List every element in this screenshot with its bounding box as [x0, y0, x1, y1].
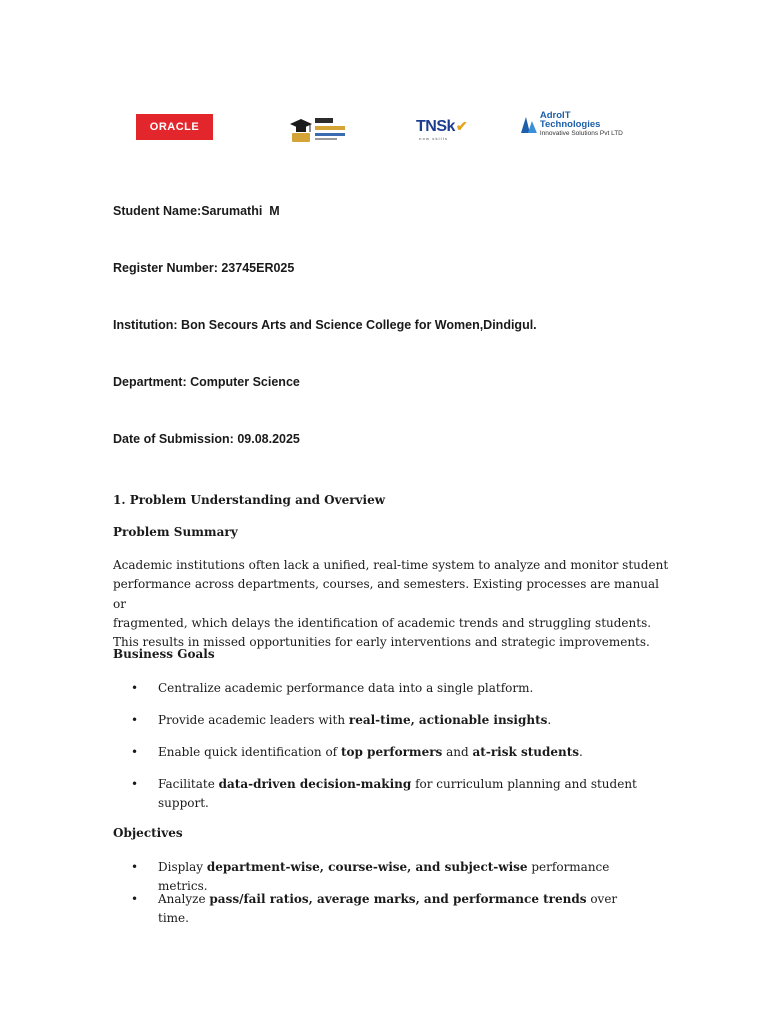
- adroit-logo: [521, 109, 633, 137]
- tnsk-tagline: now skills: [419, 136, 449, 141]
- goal-emphasis: real-time, actionable insights: [348, 713, 548, 727]
- goal-text: Provide academic leaders with: [158, 713, 349, 727]
- objective-emphasis: pass/fail ratios, average marks, and performance trends: [209, 892, 587, 906]
- goal-text: Centralize academic performance data into a single platform.: [158, 681, 534, 695]
- problem-summary-paragraph: [113, 556, 673, 652]
- naan-mudhalvan-logo: [288, 112, 350, 144]
- business-goals-heading: Business Goals: [113, 647, 215, 661]
- oracle-logo: ORACLE: [136, 114, 213, 140]
- date-of-submission: Date of Submission: 09.08.2025: [113, 432, 300, 446]
- tnsk-logo: [416, 118, 467, 142]
- goal-text: .: [579, 745, 583, 759]
- objective-text: performance metrics.: [158, 860, 610, 894]
- goal-emphasis: data-driven decision-making: [218, 777, 412, 791]
- bullet-icon: •: [131, 713, 139, 727]
- bullet-icon: •: [131, 860, 139, 874]
- objective-emphasis: department-wise, course-wise, and subject-wise: [206, 860, 528, 874]
- goal-text: .: [547, 713, 552, 727]
- summary-line: Academic institutions often lack a unified, real-time system to analyze and monitor student: [113, 558, 669, 572]
- goal-text: Enable quick identification of: [158, 745, 341, 759]
- bullet-icon: •: [131, 745, 139, 759]
- student-name: Student Name:Sarumathi M: [113, 204, 280, 218]
- bullet-icon: •: [131, 777, 139, 791]
- summary-line: performance across departments, courses, and semesters. Existing processes are manual or: [113, 577, 660, 611]
- section-heading: 1. Problem Understanding and Overview: [113, 493, 386, 507]
- adroit-name: AdroIT Technologies: [539, 109, 601, 130]
- objectives-heading: Objectives: [113, 826, 183, 840]
- goal-emphasis: at-risk students: [472, 745, 580, 759]
- summary-line: fragmented, which delays the identification of academic trends and struggling students.: [113, 615, 652, 630]
- goal-text: for curriculum planning and student: [411, 777, 637, 791]
- objective-text: Analyze: [158, 892, 210, 906]
- goal-emphasis: top performers: [340, 745, 443, 759]
- problem-summary-heading: Problem Summary: [113, 525, 238, 539]
- objective-text: Display: [158, 860, 207, 874]
- adroit-mark-icon: [521, 115, 537, 133]
- bullet-icon: •: [131, 681, 139, 695]
- checkmark-icon: ✔: [455, 118, 468, 134]
- register-number: Register Number: 23745ER025: [113, 261, 295, 275]
- summary-line: This results in missed opportunities for early interventions and strategic improvements.: [113, 635, 650, 650]
- goal-text: Facilitate: [158, 777, 219, 791]
- adroit-tagline: Innovative Solutions Pvt LTD: [539, 129, 623, 137]
- sponsor-logos: [0, 108, 768, 148]
- institution: Institution: Bon Secours Arts and Science College for Women,Dindigul.: [113, 318, 537, 332]
- goal-text: and: [442, 745, 473, 759]
- goal-text: support.: [158, 796, 209, 811]
- objective-text: over time.: [158, 892, 618, 926]
- department: Department: Computer Science: [113, 375, 300, 389]
- bullet-icon: •: [131, 892, 139, 906]
- tnsk-wordmark: TNSk: [416, 118, 455, 135]
